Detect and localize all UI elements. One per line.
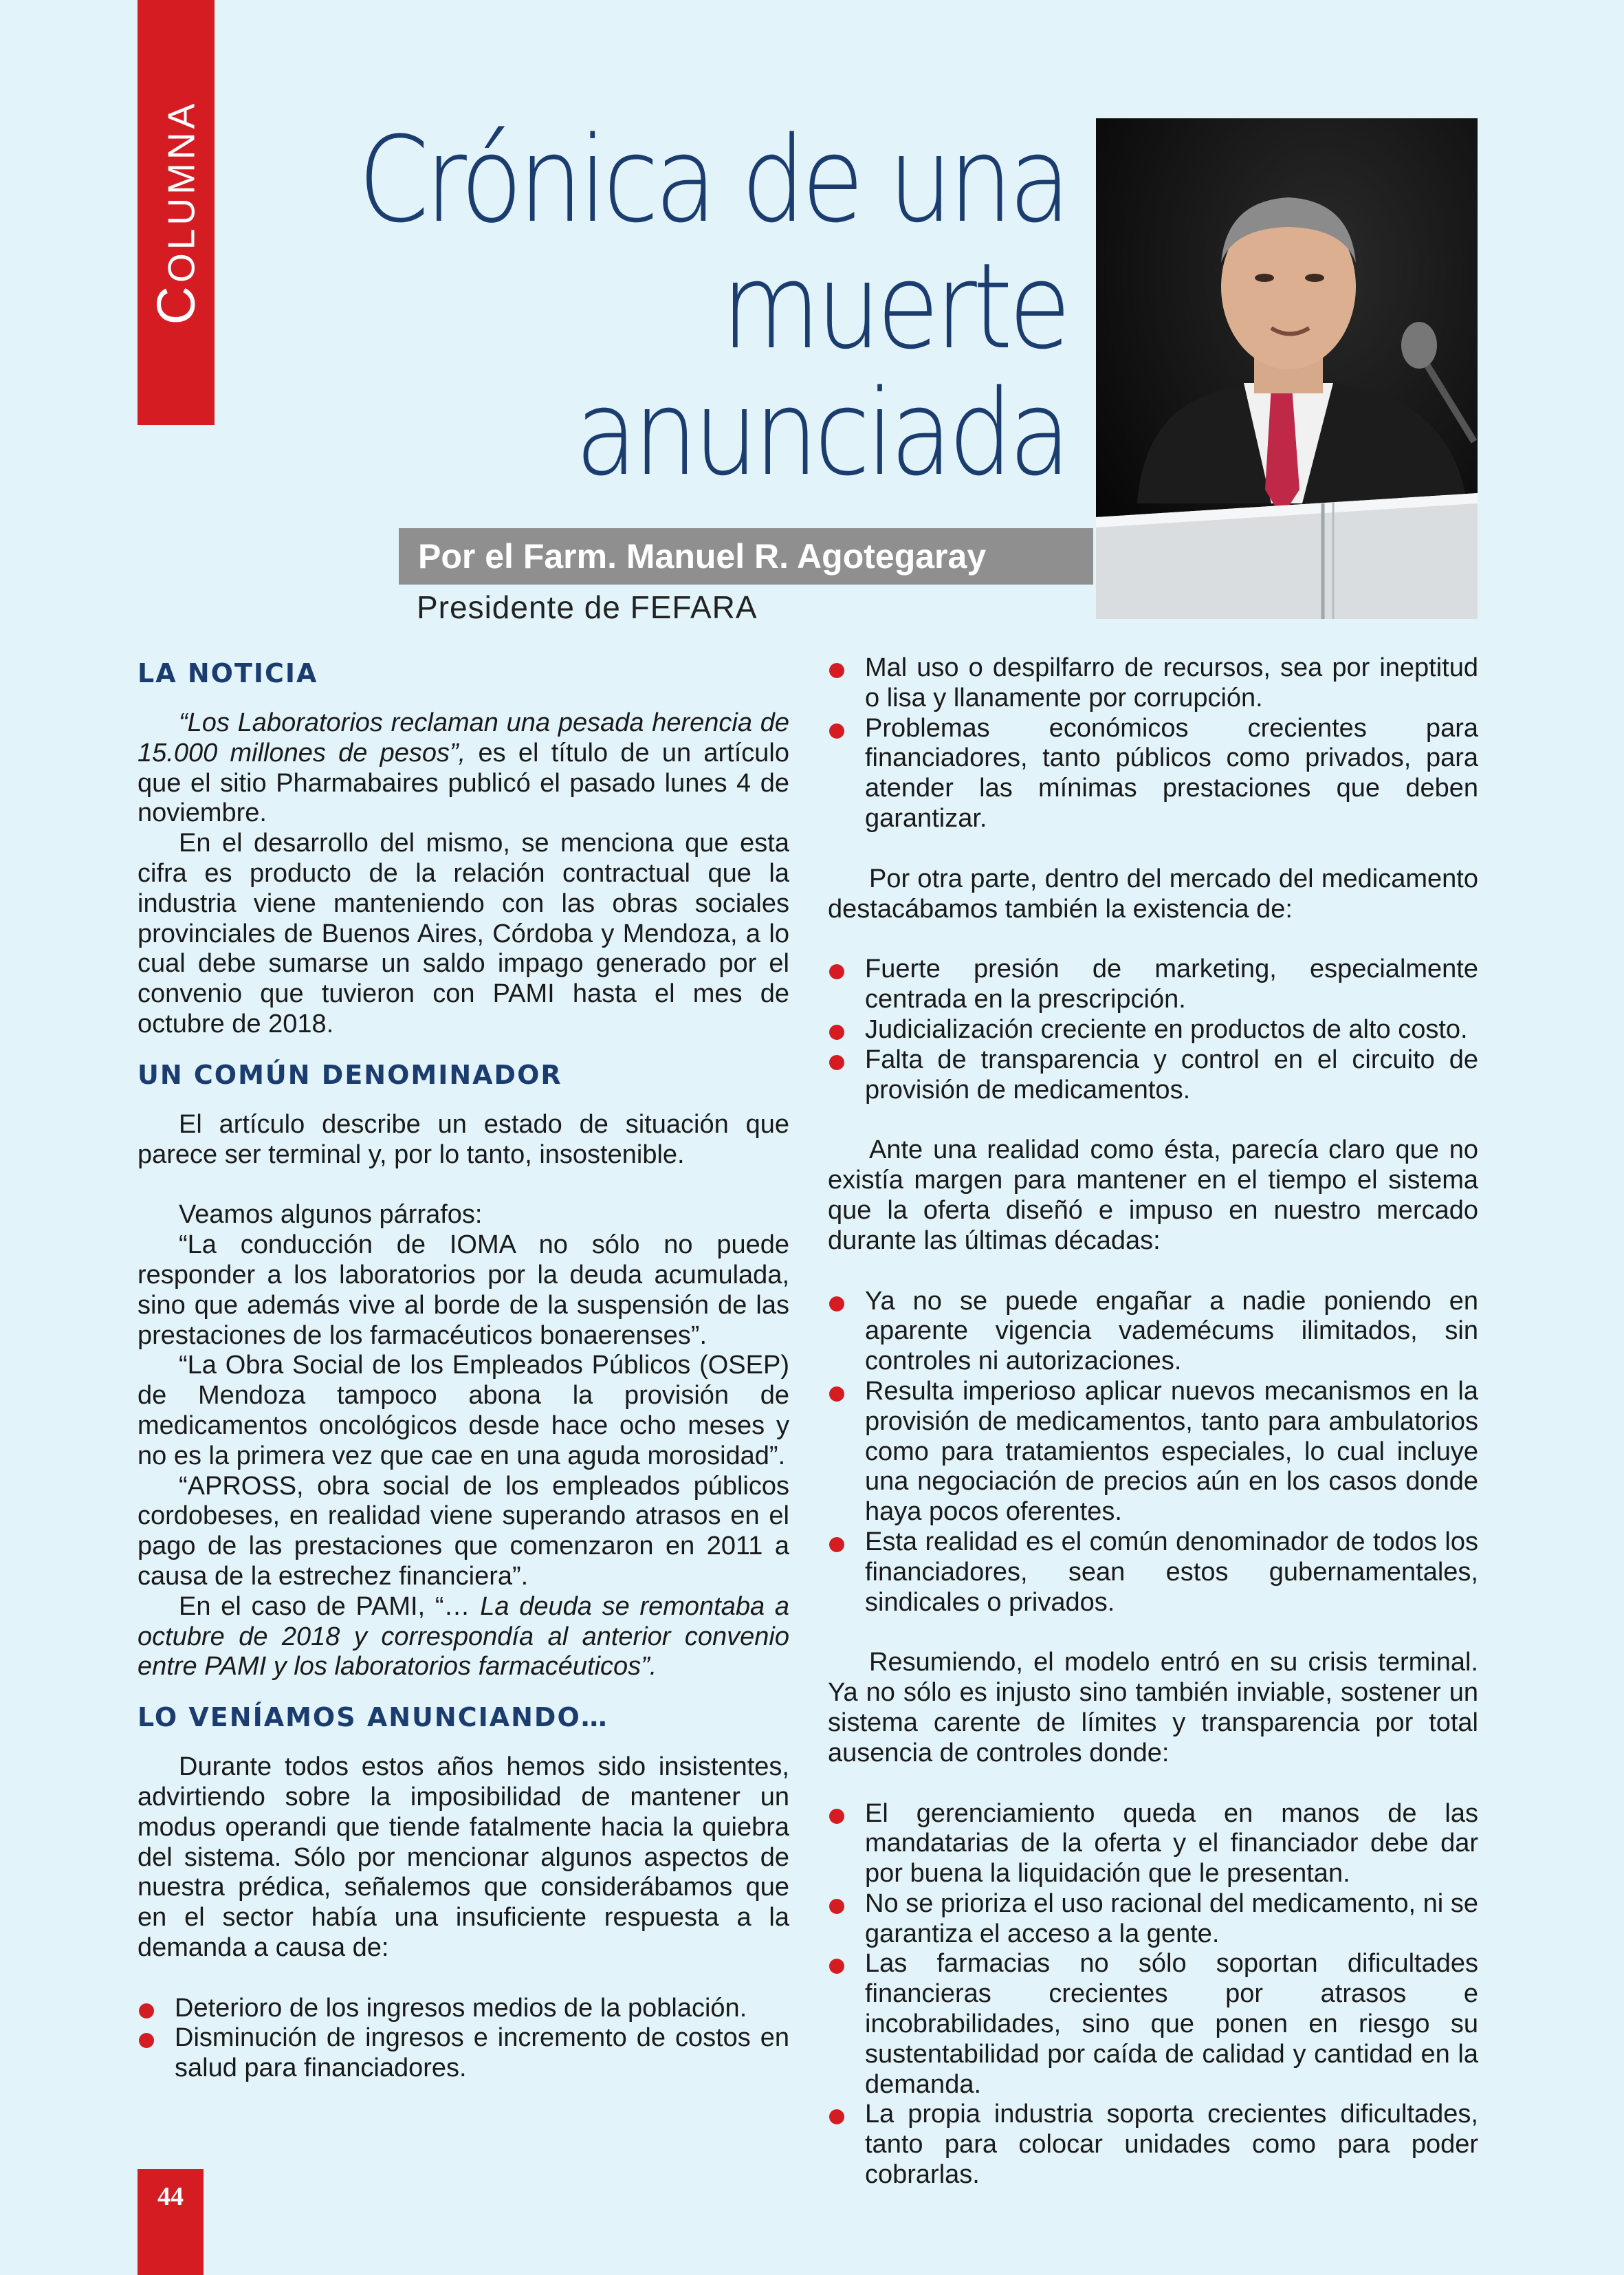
list-item: Deterioro de los ingresos medios de la población. (138, 1994, 789, 2024)
quote-text: “Los Laboratorios reclaman una pesada herencia de 15.000 millones de pesos”, (138, 708, 789, 768)
heading-la-noticia: LA NOTICIA (138, 658, 318, 688)
paragraph-text: es el título de un artículo que el sitio Pharmabaires publicó el pasado lunes 4 de noviembre. (138, 738, 789, 828)
paragraph: Durante todos estos años hemos sido insistentes, advirtiendo sobre la imposibilidad de mantener un modus operandi que tiende fatalmente hacia la quiebra del sistema. Sólo por mencionar algunos aspectos de nuestra prédica, señalemos que considerábamos que en el sector había una insuficiente respuesta a la demanda a causa de: (138, 1752, 789, 1962)
list-item: Mal uso o despilfarro de recursos, sea por ineptitud o lisa y llanamente por corrupción. (828, 653, 1478, 714)
paragraph: El artículo describe un estado de situación que parece ser terminal y, por lo tanto, insostenible. (138, 1109, 789, 1169)
list-item: Resulta imperioso aplicar nuevos mecanismos en la provisión de medicamentos, tanto para ambulatorios como para tratamientos especiales, lo cual incluye una negociación de precios aún en los casos donde haya pocos oferentes. (828, 1377, 1478, 1527)
section-tab (138, 0, 215, 425)
page-number: 44 (138, 2169, 204, 2275)
list-item: Judicialización creciente en productos de alto costo. (828, 1015, 1478, 1045)
title-line-2: muerte (721, 237, 1067, 375)
bullet-list (828, 955, 1478, 1105)
bullet-list (828, 1799, 1478, 2190)
bullet-list (828, 653, 1478, 834)
list-item: Esta realidad es el común denominador de todos los financiadores, sean estos gubernamentales, sindicales o privados. (828, 1527, 1478, 1618)
title-line-1: Crónica de una (358, 111, 1067, 249)
article-title (358, 111, 1067, 502)
heading-lo-veniamos-anunciando: LO VENÍAMOS ANUNCIANDO… (138, 1702, 608, 1733)
right-column (828, 653, 1478, 2190)
list-item: El gerenciamiento queda en manos de las mandatarias de la oferta y el financiador debe dar por buena la liquidación que le presentan. (828, 1799, 1478, 1889)
left-column (138, 653, 789, 2084)
list-item: Fuerte presión de marketing, especialmente centrada en la prescripción. (828, 955, 1478, 1015)
bullet-list (138, 1994, 789, 2084)
paragraph-text: En el caso de PAMI, “… (179, 1591, 481, 1621)
paragraph: “La conducción de IOMA no sólo no puede responder a los laboratorios por la deuda acumulada, sino que además vive al borde de la suspensión de las prestaciones de los farmacéuticos bonaerenses”. (138, 1230, 789, 1350)
author-photo-illustration (1096, 118, 1478, 619)
title-line-3: anunciada (575, 364, 1067, 502)
list-item: Falta de transparencia y control en el circuito de provisión de medicamentos. (828, 1045, 1478, 1106)
quote-text: La deuda se remontaba a octubre de 2018 y correspondía al anterior convenio entre PAMI y los laboratorios farmacéuticos”. (138, 1591, 790, 1681)
paragraph: “La Obra Social de los Empleados Públicos (OSEP) de Mendoza tampoco abona la provisión de medicamentos oncológicos desde hace ocho meses y no es la primera vez que cae en una aguda morosidad”. (138, 1351, 789, 1470)
paragraph: Veamos algunos párrafos: (179, 1200, 483, 1230)
author-role: Presidente de FEFARA (417, 589, 758, 625)
section-tab-label: Columna (145, 100, 206, 325)
paragraph (138, 708, 789, 829)
paragraph: Ante una realidad como ésta, parecía claro que no existía margen para mantener en el tiempo el sistema que la oferta diseñó e impuso en nuestro mercado durante las últimas décadas: (828, 1135, 1478, 1255)
bullet-list (828, 1287, 1478, 1618)
list-item: Disminución de ingresos e incremento de costos en salud para financiadores. (138, 2023, 789, 2084)
list-item: La propia industria soporta crecientes dificultades, tanto para colocar unidades como para poder cobrarlas. (828, 2100, 1478, 2190)
paragraph: “APROSS, obra social de los empleados públicos cordobeses, en realidad viene superando atrasos en el pago de las prestaciones que comenzaron en 2011 a causa de la estrechez financiera”. (138, 1471, 789, 1591)
heading-comun-denominador: UN COMÚN DENOMINADOR (138, 1059, 562, 1090)
list-item: Las farmacias no sólo soportan dificultades financieras crecientes por atrasos e incobrabilidades, sino que ponen en riesgo su sustentabilidad por caída de calidad y cantidad en la demanda. (828, 1949, 1478, 2100)
list-item: Ya no se puede engañar a nadie poniendo en aparente vigencia vademécums ilimitados, sin controles ni autorizaciones. (828, 1287, 1478, 1377)
paragraph: Resumiendo, el modelo entró en su crisis terminal. Ya no sólo es injusto sino también inviable, sostener un sistema carente de límites y transparencia por total ausencia de controles donde: (828, 1648, 1478, 1767)
author-photo (1096, 118, 1478, 619)
paragraph: En el desarrollo del mismo, se menciona que esta cifra es producto de la relación contractual que la industria viene manteniendo con las obras sociales provinciales de Buenos Aires, Córdoba y Mendoza, a lo cual debe sumarse un saldo impago generado por el convenio que tuvieron con PAMI hasta el mes de octubre de 2018. (138, 829, 789, 1038)
list-item: Problemas económicos crecientes para financiadores, tanto públicos como privados, para atender las mínimas prestaciones que deben garantizar. (828, 714, 1478, 834)
author-byline: Por el Farm. Manuel R. Agotegaray (399, 528, 1093, 585)
paragraph (138, 1592, 789, 1682)
paragraph: Por otra parte, dentro del mercado del medicamento destacábamos también la existencia de: (828, 864, 1478, 924)
list-item: No se prioriza el uso racional del medicamento, ni se garantiza el acceso a la gente. (828, 1889, 1478, 1950)
